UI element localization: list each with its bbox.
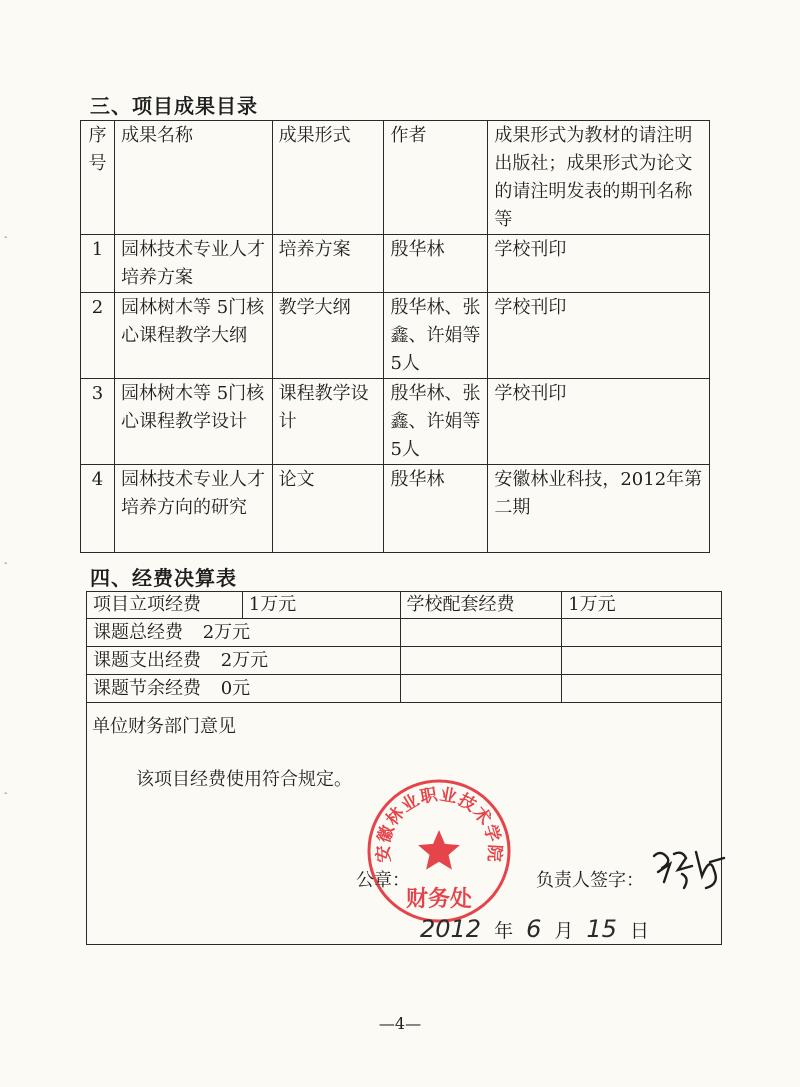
row-author: 殷华林 <box>384 465 488 553</box>
header-author: 作者 <box>384 121 488 235</box>
table-row <box>81 379 710 465</box>
row-seq: 1 <box>81 235 115 293</box>
margin-mark: - <box>4 558 8 569</box>
results-header-row <box>81 121 710 235</box>
school-funding-label: 学校配套经费 <box>400 592 562 619</box>
header-form: 成果形式 <box>272 121 384 235</box>
table-row <box>81 235 710 293</box>
row-form: 课程教学设计 <box>272 379 384 465</box>
date-month: 6 <box>526 915 542 943</box>
row-note: 学校刊印 <box>488 379 710 465</box>
section-4-title: 四、经费决算表 <box>90 566 237 590</box>
margin-mark: - <box>4 788 8 799</box>
header-name: 成果名称 <box>114 121 272 235</box>
total-cell <box>87 619 401 647</box>
row-seq: 2 <box>81 293 115 379</box>
expense-value: 2万元 <box>220 649 269 671</box>
row-author: 殷华林、张鑫、许娟等5人 <box>384 379 488 465</box>
date-day: 15 <box>586 915 617 943</box>
date-year-unit: 年 <box>494 920 514 942</box>
budget-row-expense <box>87 647 722 675</box>
header-note: 成果形式为教材的请注明出版社；成果形式为论文的请注明发表的期刊名称等 <box>488 121 710 235</box>
seal-text: 安徽林业职业技术学院 <box>373 784 505 864</box>
total-value: 2万元 <box>202 621 251 643</box>
row-seq: 3 <box>81 379 115 465</box>
row-name: 园林树木等 5门核心课程教学大纲 <box>114 293 272 379</box>
balance-label: 课题节余经费 <box>93 677 201 699</box>
expense-cell <box>87 647 401 675</box>
school-funding-value: 1万元 <box>562 592 722 619</box>
project-funding-value: 1万元 <box>242 592 400 619</box>
date-year: 2012 <box>420 915 482 943</box>
date-day-unit: 日 <box>629 920 649 942</box>
date-line <box>420 915 655 943</box>
row-form: 论文 <box>272 465 384 553</box>
table-row <box>81 293 710 379</box>
row-name: 园林树木等 5门核心课程教学设计 <box>114 379 272 465</box>
row-name: 园林技术专业人才培养方向的研究 <box>114 465 272 553</box>
section-3-title: 三、项目成果目录 <box>90 94 258 118</box>
table-row <box>81 465 710 553</box>
row-note: 安徽林业科技，2012年第二期 <box>488 465 710 553</box>
balance-cell <box>87 675 401 703</box>
row-note: 学校刊印 <box>488 293 710 379</box>
total-label: 课题总经费 <box>93 621 183 643</box>
seal-bottom-text: 财务处 <box>405 886 473 912</box>
empty-cell <box>400 619 562 647</box>
empty-cell <box>400 675 562 703</box>
row-note: 学校刊印 <box>488 235 710 293</box>
results-table <box>80 120 710 553</box>
expense-label: 课题支出经费 <box>93 649 201 671</box>
row-form: 教学大纲 <box>272 293 384 379</box>
row-author: 殷华林、张鑫、许娟等5人 <box>384 293 488 379</box>
header-seq: 序号 <box>81 121 115 235</box>
margin-mark: - <box>4 232 8 243</box>
signature-label: 负责人签字： <box>536 870 644 891</box>
handwritten-signature <box>648 846 728 894</box>
empty-cell <box>400 647 562 675</box>
seal-label: 公章： <box>356 870 410 891</box>
official-seal <box>366 778 512 924</box>
row-seq: 4 <box>81 465 115 553</box>
empty-cell <box>562 675 722 703</box>
seal-star-icon <box>418 830 460 870</box>
empty-cell <box>562 619 722 647</box>
page-number: —4— <box>378 1014 422 1033</box>
budget-row-funding <box>87 592 722 619</box>
opinion-text: 该项目经费使用符合规定。 <box>136 769 352 790</box>
date-month-unit: 月 <box>554 920 574 942</box>
balance-value: 0元 <box>220 677 251 699</box>
budget-row-balance <box>87 675 722 703</box>
project-funding-label: 项目立项经费 <box>87 592 243 619</box>
row-name: 园林技术专业人才培养方案 <box>114 235 272 293</box>
opinion-title: 单位财务部门意见 <box>92 716 236 737</box>
budget-row-total <box>87 619 722 647</box>
row-author: 殷华林 <box>384 235 488 293</box>
row-form: 培养方案 <box>272 235 384 293</box>
empty-cell <box>562 647 722 675</box>
